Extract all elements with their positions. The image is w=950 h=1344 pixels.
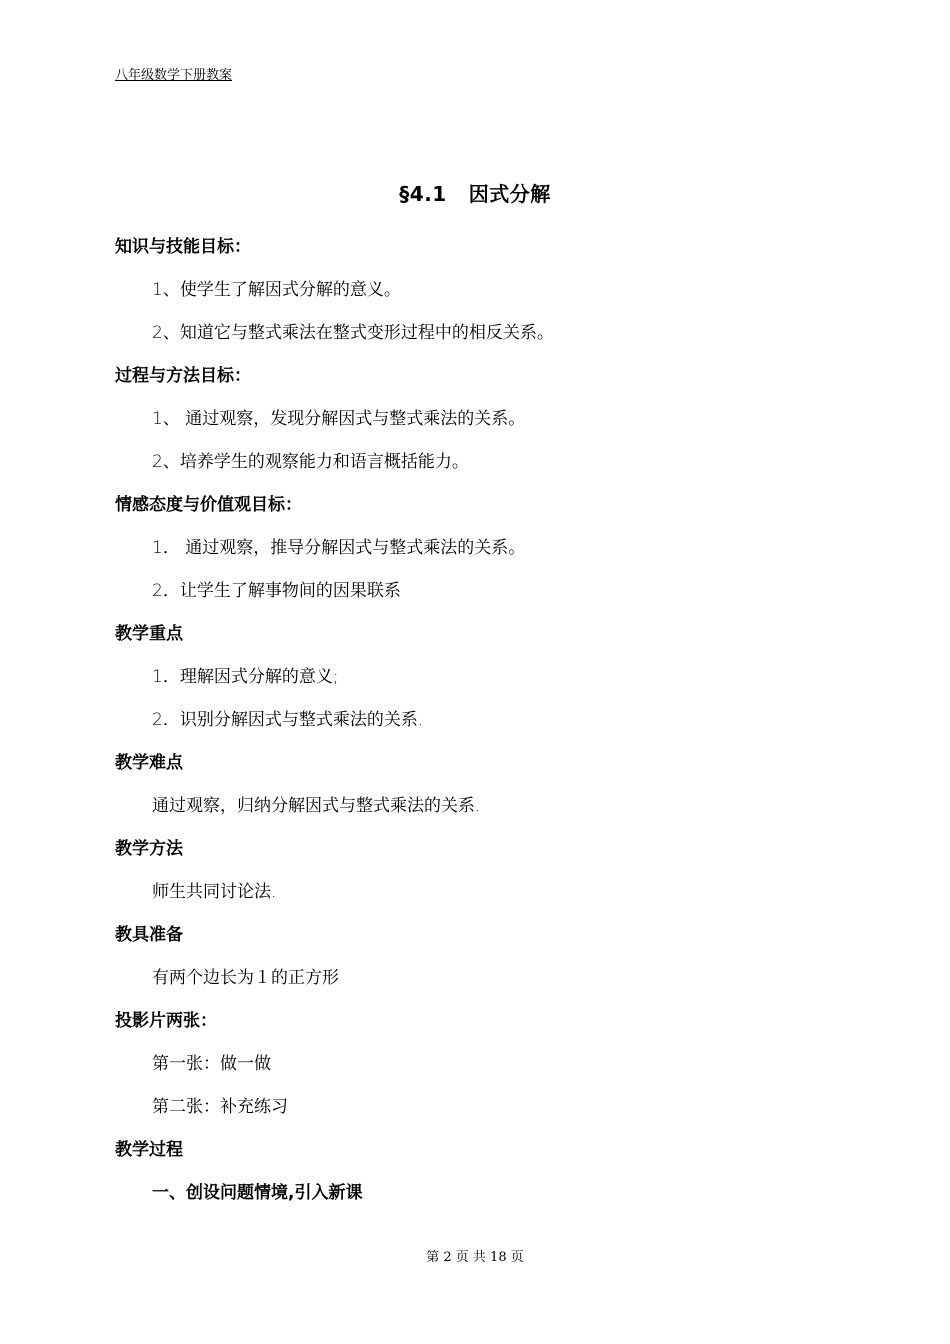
- list-item: 1．理解因式分解的意义;: [152, 667, 339, 687]
- list-item: 2．识别分解因式与整式乘法的关系.: [152, 710, 424, 730]
- heading-materials: 教具准备: [115, 925, 183, 945]
- document-header: 八年级数学下册教案: [115, 68, 233, 83]
- list-item: 2．让学生了解事物间的因果联系: [152, 581, 401, 601]
- heading-attitude-goals: 情感态度与价值观目标：: [115, 495, 302, 515]
- list-item: 通过观察，归纳分解因式与整式乘法的关系.: [152, 796, 481, 816]
- subheading-intro: 一、创设问题情境,引入新课: [152, 1183, 363, 1203]
- section-title: 因式分解: [468, 182, 551, 206]
- heading-key-points: 教学重点: [115, 624, 183, 644]
- list-item: 第一张：做一做: [152, 1054, 271, 1074]
- heading-process: 教学过程: [115, 1140, 183, 1160]
- list-item: 1． 通过观察，推导分解因式与整式乘法的关系。: [152, 538, 526, 558]
- page-title: [0, 178, 950, 207]
- list-item: 2、培养学生的观察能力和语言概括能力。: [152, 452, 469, 472]
- heading-knowledge-goals: 知识与技能目标：: [115, 237, 251, 257]
- list-item: 1、 通过观察，发现分解因式与整式乘法的关系。: [152, 409, 526, 429]
- lesson-content: [115, 232, 855, 1221]
- section-number: §4.1: [399, 182, 447, 206]
- heading-method: 教学方法: [115, 839, 183, 859]
- page-footer: 第 2 页 共 18 页: [426, 1250, 524, 1265]
- list-item: 1、使学生了解因式分解的意义。: [152, 280, 401, 300]
- list-item: 师生共同讨论法.: [152, 882, 277, 902]
- list-item: 第二张：补充练习: [152, 1097, 288, 1117]
- heading-difficulties: 教学难点: [115, 753, 183, 773]
- list-item: 2、知道它与整式乘法在整式变形过程中的相反关系。: [152, 323, 554, 343]
- heading-slides: 投影片两张：: [115, 1011, 217, 1031]
- heading-process-goals: 过程与方法目标：: [115, 366, 251, 386]
- list-item: 有两个边长为１的正方形: [152, 968, 339, 988]
